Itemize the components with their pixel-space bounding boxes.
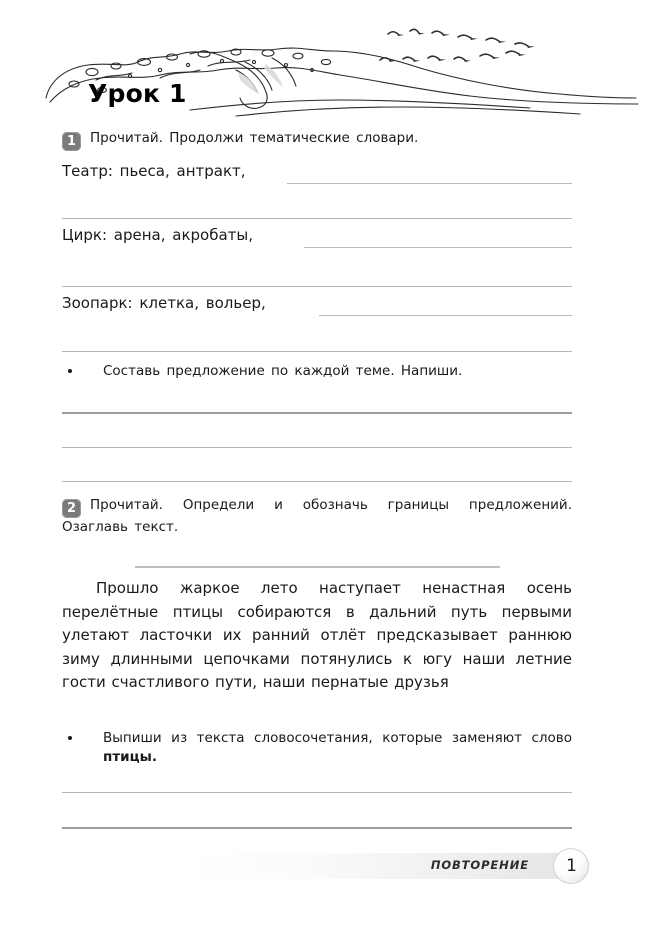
fill-row-zoo-rule[interactable] [319, 315, 572, 316]
fill-row-theatre[interactable] [62, 158, 572, 184]
answer-line-2a[interactable] [62, 792, 572, 793]
exercise-2-instruction-text: Прочитай. Определи и обозначь границы предложений. Озаглавь текст. [62, 497, 572, 535]
exercise-2-bullet-keyword: птицы. [103, 749, 157, 765]
exercise-1-instruction-text: Прочитай. Продолжи тематические словари. [90, 130, 419, 146]
exercise-2-bullet [62, 729, 572, 767]
answer-line-1c[interactable] [62, 481, 572, 482]
answer-line-zoo[interactable] [62, 351, 572, 352]
answer-line-2b[interactable] [62, 827, 572, 829]
exercise-2-bullet-text-plain: Выпиши из текста словосочетания, которые заменяют слово [103, 730, 572, 746]
exercise-1-bullet-text: Составь предложение по каждой теме. Напиши. [103, 363, 463, 379]
fill-row-zoo[interactable] [62, 290, 572, 316]
page-number-badge [553, 848, 589, 884]
bullet-dot-icon [68, 369, 72, 373]
footer-section-label: ПОВТОРЕНИЕ [430, 858, 529, 872]
text-title-answer-line[interactable] [135, 566, 500, 568]
answer-line-1b[interactable] [62, 447, 572, 448]
fill-row-theatre-label: Театр: пьеса, антракт, [62, 162, 246, 180]
page-header [0, 0, 650, 125]
answer-line-theatre[interactable] [62, 218, 572, 219]
answer-line-1a[interactable] [62, 412, 572, 414]
flying-birds-illustration [378, 22, 568, 70]
fill-row-circus-rule[interactable] [304, 247, 572, 248]
fill-row-circus[interactable] [62, 222, 572, 248]
exercise-2-bullet-text [103, 729, 572, 767]
bullet-dot-icon [68, 736, 72, 740]
exercise-2-instruction [62, 496, 572, 537]
exercise-2-badge: 2 [62, 499, 81, 518]
fill-row-circus-label: Цирк: арена, акробаты, [62, 226, 254, 244]
exercise-1-bullet [62, 362, 572, 381]
fill-row-zoo-label: Зоопарк: клетка, вольер, [62, 294, 266, 312]
exercise-2-body-text: Прошло жаркое лето наступает ненастная осень перелётные птицы собираются в дальний путь первыми улетают ласточки их ранний отлёт предсказывает раннюю зиму длинными цепочками потянулись к югу наши летние гости счастливого пути, наши пернатые друзья [62, 579, 572, 691]
fill-row-theatre-rule[interactable] [287, 183, 572, 184]
answer-line-circus[interactable] [62, 286, 572, 287]
page-number-value: 1 [566, 856, 577, 876]
lesson-title: Урок 1 [88, 79, 187, 108]
exercise-1-instruction [62, 129, 572, 151]
exercise-1-badge: 1 [62, 132, 81, 151]
footer-bar [186, 853, 586, 879]
